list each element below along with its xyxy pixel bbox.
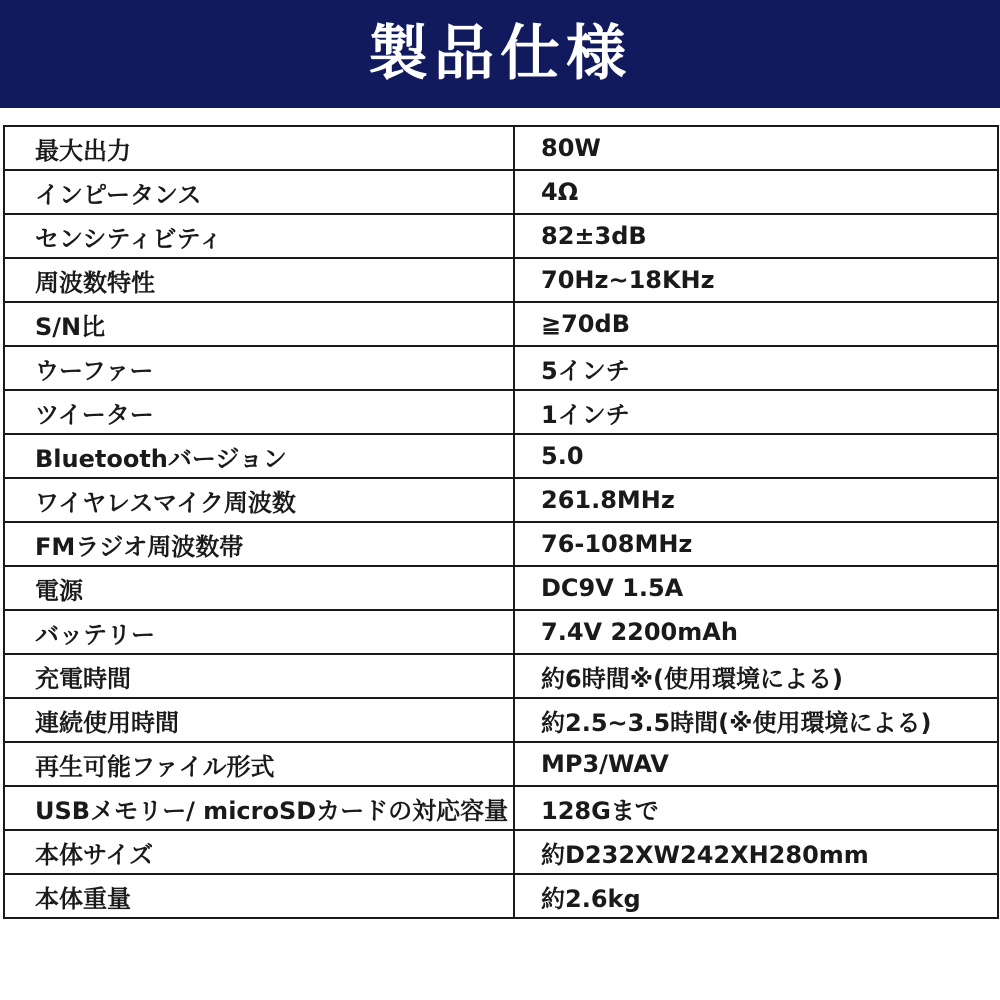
spec-row xyxy=(4,302,998,346)
spec-table xyxy=(3,125,999,919)
spec-row xyxy=(4,786,998,830)
spec-row xyxy=(4,126,998,170)
spec-value: DC9V 1.5A xyxy=(514,566,998,610)
spec-label: Bluetoothバージョン xyxy=(4,434,514,478)
spec-row xyxy=(4,874,998,918)
spec-value: 82±3dB xyxy=(514,214,998,258)
spec-value: 70Hz~18KHz xyxy=(514,258,998,302)
spec-value: 261.8MHz xyxy=(514,478,998,522)
spec-label: 充電時間 xyxy=(4,654,514,698)
spec-value: 128Gまで xyxy=(514,786,998,830)
spec-row xyxy=(4,346,998,390)
page-title: 製品仕様 xyxy=(368,19,632,89)
spec-value: 5インチ xyxy=(514,346,998,390)
spec-label: 周波数特性 xyxy=(4,258,514,302)
spec-label: USBメモリー/ microSDカードの対応容量 xyxy=(4,786,514,830)
spec-table-body xyxy=(4,126,998,918)
spec-value: 約2.5~3.5時間(※使用環境による) xyxy=(514,698,998,742)
spec-row xyxy=(4,478,998,522)
spec-value: MP3/WAV xyxy=(514,742,998,786)
spec-label: FMラジオ周波数帯 xyxy=(4,522,514,566)
spec-row xyxy=(4,258,998,302)
spec-label: 最大出力 xyxy=(4,126,514,170)
spec-label: S/N比 xyxy=(4,302,514,346)
spec-label: 電源 xyxy=(4,566,514,610)
spec-value: 約2.6kg xyxy=(514,874,998,918)
spec-label: ワイヤレスマイク周波数 xyxy=(4,478,514,522)
spec-value: 5.0 xyxy=(514,434,998,478)
spec-label: バッテリー xyxy=(4,610,514,654)
spec-value: 80W xyxy=(514,126,998,170)
spec-value: 7.4V 2200mAh xyxy=(514,610,998,654)
spec-label: 本体サイズ xyxy=(4,830,514,874)
spec-value: 1インチ xyxy=(514,390,998,434)
spec-label: 連続使用時間 xyxy=(4,698,514,742)
spec-value: ≧70dB xyxy=(514,302,998,346)
spec-label: 再生可能ファイル形式 xyxy=(4,742,514,786)
spec-row xyxy=(4,610,998,654)
spec-value: 76-108MHz xyxy=(514,522,998,566)
spec-row xyxy=(4,654,998,698)
spec-row xyxy=(4,742,998,786)
spec-label: 本体重量 xyxy=(4,874,514,918)
spec-row xyxy=(4,830,998,874)
spec-row xyxy=(4,566,998,610)
spec-row xyxy=(4,170,998,214)
spec-label: ウーファー xyxy=(4,346,514,390)
spec-row xyxy=(4,522,998,566)
spec-row xyxy=(4,434,998,478)
spec-row xyxy=(4,390,998,434)
spec-label: インピータンス xyxy=(4,170,514,214)
spec-row xyxy=(4,698,998,742)
spec-label: センシティビティ xyxy=(4,214,514,258)
header-banner xyxy=(0,0,1000,108)
spec-row xyxy=(4,214,998,258)
spec-value: 4Ω xyxy=(514,170,998,214)
spec-label: ツイーター xyxy=(4,390,514,434)
spec-value: 約D232XW242XH280mm xyxy=(514,830,998,874)
spec-value: 約6時間※(使用環境による) xyxy=(514,654,998,698)
